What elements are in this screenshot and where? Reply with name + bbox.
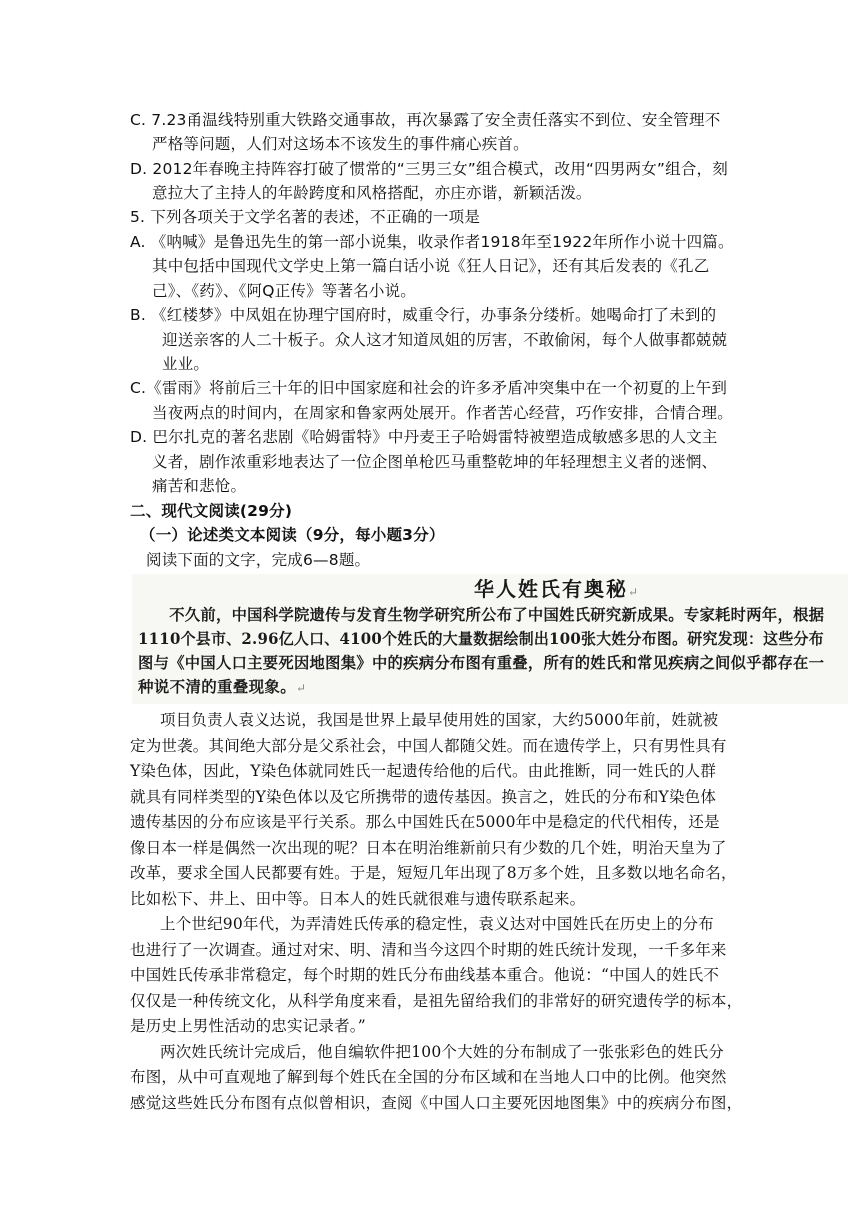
question-5-stem: 5. 下列各项关于文学名著的表述，不正确的一项是 [130,208,481,226]
body-line: 就具有同样类型的Y染色体以及它所携带的遗传基因。换言之，姓氏的分布和Y染色体 [130,788,717,806]
body-line: 布图，从中可直观地了解到每个姓氏在全国的分布区域和在当地人口中的比例。他突然 [130,1068,727,1086]
scanned-excerpt [132,574,848,704]
q5-option-c-line-1: C.《雷雨》将前后三十年的旧中国家庭和社会的许多矛盾冲突集中在一个初夏的上午到 [130,379,728,397]
scanned-line-1: 不久前，中国科学院遗传与发育生物学研究所公布了中国姓氏研究新成果。专家耗时两年，根据 [138,605,825,624]
scanned-line-4: 种说不清的重叠现象。↵ [138,677,307,696]
q5-option-d-line-3: 痛苦和悲怆。 [152,477,247,495]
option-c-line-2: 严格等问题，人们对这场本不该发生的事件痛心疾首。 [152,135,529,153]
body-line: 遗传基因的分布应该是平行关系。那么中国姓氏在5000年中是稳定的代代相传，还是 [130,813,720,831]
option-d-line-1: D. 2012年春晚主持阵容打破了惯常的“三男三女”组合模式，改用“四男两女”组合，刻 [130,160,728,178]
option-c-line-1: C. 7.23甬温线特别重大铁路交通事故，再次暴露了安全责任落实不到位、安全管理不 [130,111,721,129]
q5-option-d-line-2: 义者，剧作浓重彩地表达了一位企图单枪匹马重整乾坤的年轻理想主义者的迷惘、 [152,453,718,471]
body-line: Y染色体，因此，Y染色体就同姓氏一起遗传给他的后代。由此推断，同一姓氏的人群 [130,762,717,780]
q5-option-a-line-3: 己》、《药》、《阿Q正传》等著名小说。 [152,282,417,300]
q5-option-a-line-2: 其中包括中国现代文学史上第一篇白话小说《狂人日记》，还有其后发表的《孔乙 [152,257,710,275]
option-d-line-2: 意拉大了主持人的年龄跨度和风格搭配，亦庄亦谐，新颖活泼。 [152,184,592,202]
body-line: 是历史上男性活动的忠实记录者。” [130,1017,366,1035]
body-line: 也进行了一次调查。通过对宋、明、清和当今这四个时期的姓氏统计发现，一千多年来 [130,941,727,959]
section-heading: 二、现代文阅读(29分) [130,502,293,520]
scanned-line-2: 1110个县市、2.96亿人口、4100个姓氏的大量数据绘制出100张大姓分布图。研究发现：这些分布 [138,629,824,648]
body-line: 感觉这些姓氏分布图有点似曾相识，查阅《中国人口主要死因地图集》中的疾病分布图， [130,1094,743,1112]
body-line: 中国姓氏传承非常稳定，每个时期的姓氏分布曲线基本重合。他说：“中国人的姓氏不 [130,966,720,984]
q5-option-d-line-1: D. 巴尔扎克的著名悲剧《哈姆雷特》中丹麦王子哈姆雷特被塑造成敏感多思的人文主 [130,428,718,446]
q5-option-b-line-1: B. 《红楼梦》中凤姐在协理宁国府时，威重令行，办事条分缕析。她喝命打了未到的 [130,306,717,324]
q5-option-a-line-1: A. 《呐喊》是鲁迅先生的第一部小说集，收录作者1918年至1922年所作小说十四篇。 [130,233,734,251]
body-line: 改革，要求全国人民都要有姓。于是，短短几年出现了8万多个姓，且多数以地名命名， [130,864,737,882]
body-line: 项目负责人袁义达说，我国是世界上最早使用姓的国家，大约5000年前，姓就被 [160,711,719,729]
q5-option-c-line-2: 当夜两点的时间内，在周家和鲁家两处展开。作者苦心经营，巧作安排，合情合理。 [152,404,733,422]
body-line: 定为世袭。其间绝大部分是父系社会，中国人都随父姓。而在遗传学上，只有男性具有 [130,737,727,755]
body-line: 像日本一样是偶然一次出现的呢？日本在明治维新前只有少数的几个姓，明治天皇为了 [130,839,727,857]
body-line: 上个世纪90年代，为弄清姓氏传承的稳定性，袁义达对中国姓氏在历史上的分布 [160,915,714,933]
body-line: 两次姓氏统计完成后，他自编软件把100个大姓的分布制成了一张张彩色的姓氏分 [160,1043,724,1061]
body-line: 比如松下、井上、田中等。日本人的姓氏就很难与遗传联系起来。 [130,890,586,908]
subsection-heading: （一）论述类文本阅读（9分，每小题3分） [140,526,445,544]
body-line: 仅仅是一种传统文化，从科学角度来看，是祖先留给我们的非常好的研究遗传学的标本， [130,992,743,1010]
q5-option-b-line-2: 迎送亲客的人二十板子。众人这才知道凤姐的厉害，不敢偷闲，每个人做事都兢兢 [162,331,728,349]
article-title: 华人姓氏有奥秘↵ [473,577,641,601]
reading-instruction: 阅读下面的文字，完成6—8题。 [146,551,371,569]
scanned-line-3: 图与《中国人口主要死因地图集》中的疾病分布图有重叠，所有的姓氏和常见疾病之间似乎都存在一 [138,653,825,672]
q5-option-b-line-3: 业业。 [162,355,210,373]
